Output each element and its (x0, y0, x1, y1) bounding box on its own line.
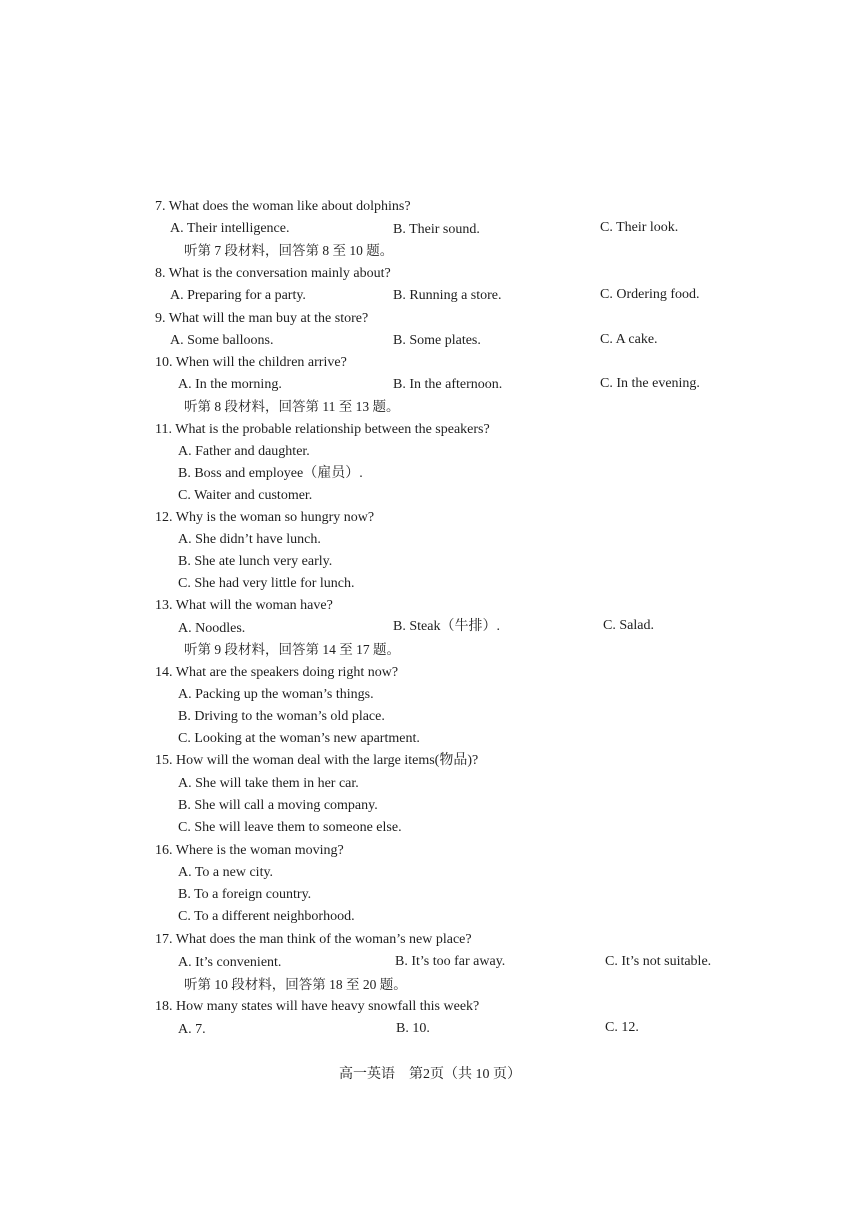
question-8-option-c: C. Ordering food. (600, 287, 700, 302)
question-13-option-c: C. Salad. (603, 618, 654, 633)
question-14-stem: 14. What are the speakers doing right now? (155, 665, 399, 680)
section-7-instruction: 听第 7 段材料，回答第 8 至 10 题。 (184, 243, 394, 258)
question-17-option-c: C. It’s not suitable. (605, 954, 712, 969)
question-15-option-b: B. She will call a moving company. (178, 798, 378, 813)
question-16-option-c: C. To a different neighborhood. (178, 909, 355, 924)
question-18-option-c: C. 12. (605, 1020, 639, 1035)
question-8-option-b: B. Running a store. (393, 288, 502, 303)
question-8-option-a: A. Preparing for a party. (170, 288, 306, 303)
question-17-option-a: A. It’s convenient. (178, 955, 282, 970)
question-16-stem: 16. Where is the woman moving? (155, 843, 344, 858)
question-9-stem: 9. What will the man buy at the store? (155, 311, 369, 326)
question-11-option-c: C. Waiter and customer. (178, 488, 313, 503)
question-12-stem: 12. Why is the woman so hungry now? (155, 510, 375, 525)
question-12-option-c: C. She had very little for lunch. (178, 576, 355, 591)
question-8-stem: 8. What is the conversation mainly about? (155, 266, 391, 281)
question-18-option-a: A. 7. (178, 1022, 206, 1037)
question-12-option-a: A. She didn’t have lunch. (178, 532, 321, 547)
question-11-option-a: A. Father and daughter. (178, 444, 310, 459)
question-17-option-b: B. It’s too far away. (395, 954, 506, 969)
section-8-instruction: 听第 8 段材料，回答第 11 至 13 题。 (184, 399, 400, 414)
question-15-option-a: A. She will take them in her car. (178, 776, 359, 791)
question-14-option-a: A. Packing up the woman’s things. (178, 687, 374, 702)
question-10-stem: 10. When will the children arrive? (155, 355, 347, 370)
question-17-stem: 17. What does the man think of the woman’s new place? (155, 932, 472, 947)
question-9-option-a: A. Some balloons. (170, 333, 274, 348)
question-10-option-b: B. In the afternoon. (393, 377, 503, 392)
question-14-option-b: B. Driving to the woman’s old place. (178, 709, 385, 724)
question-7-option-a: A. Their intelligence. (170, 221, 290, 236)
question-7-option-b: B. Their sound. (393, 222, 480, 237)
question-18-option-b: B. 10. (396, 1021, 430, 1036)
question-16-option-a: A. To a new city. (178, 865, 274, 880)
question-7-stem: 7. What does the woman like about dolphins? (155, 199, 411, 214)
question-9-option-c: C. A cake. (600, 332, 658, 347)
question-14-option-c: C. Looking at the woman’s new apartment. (178, 731, 420, 746)
question-18-stem: 18. How many states will have heavy snowfall this week? (155, 999, 480, 1014)
question-11-stem: 11. What is the probable relationship between the speakers? (155, 422, 490, 437)
question-10-option-a: A. In the morning. (178, 377, 282, 392)
question-9-option-b: B. Some plates. (393, 333, 481, 348)
question-13-option-b: B. Steak（牛排）. (393, 619, 500, 634)
question-15-option-c: C. She will leave them to someone else. (178, 820, 402, 835)
section-10-instruction: 听第 10 段材料，回答第 18 至 20 题。 (184, 977, 407, 992)
question-7-option-c: C. Their look. (600, 220, 679, 235)
question-11-option-b: B. Boss and employee（雇员）. (178, 466, 363, 481)
section-9-instruction: 听第 9 段材料，回答第 14 至 17 题。 (184, 642, 400, 657)
question-13-option-a: A. Noodles. (178, 621, 246, 636)
page-footer: 高一英语 第2页（共 10 页） (339, 1067, 521, 1082)
question-16-option-b: B. To a foreign country. (178, 887, 312, 902)
question-10-option-c: C. In the evening. (600, 376, 700, 391)
question-15-stem: 15. How will the woman deal with the large items(物品)? (155, 753, 479, 768)
question-13-stem: 13. What will the woman have? (155, 598, 333, 613)
question-12-option-b: B. She ate lunch very early. (178, 554, 333, 569)
